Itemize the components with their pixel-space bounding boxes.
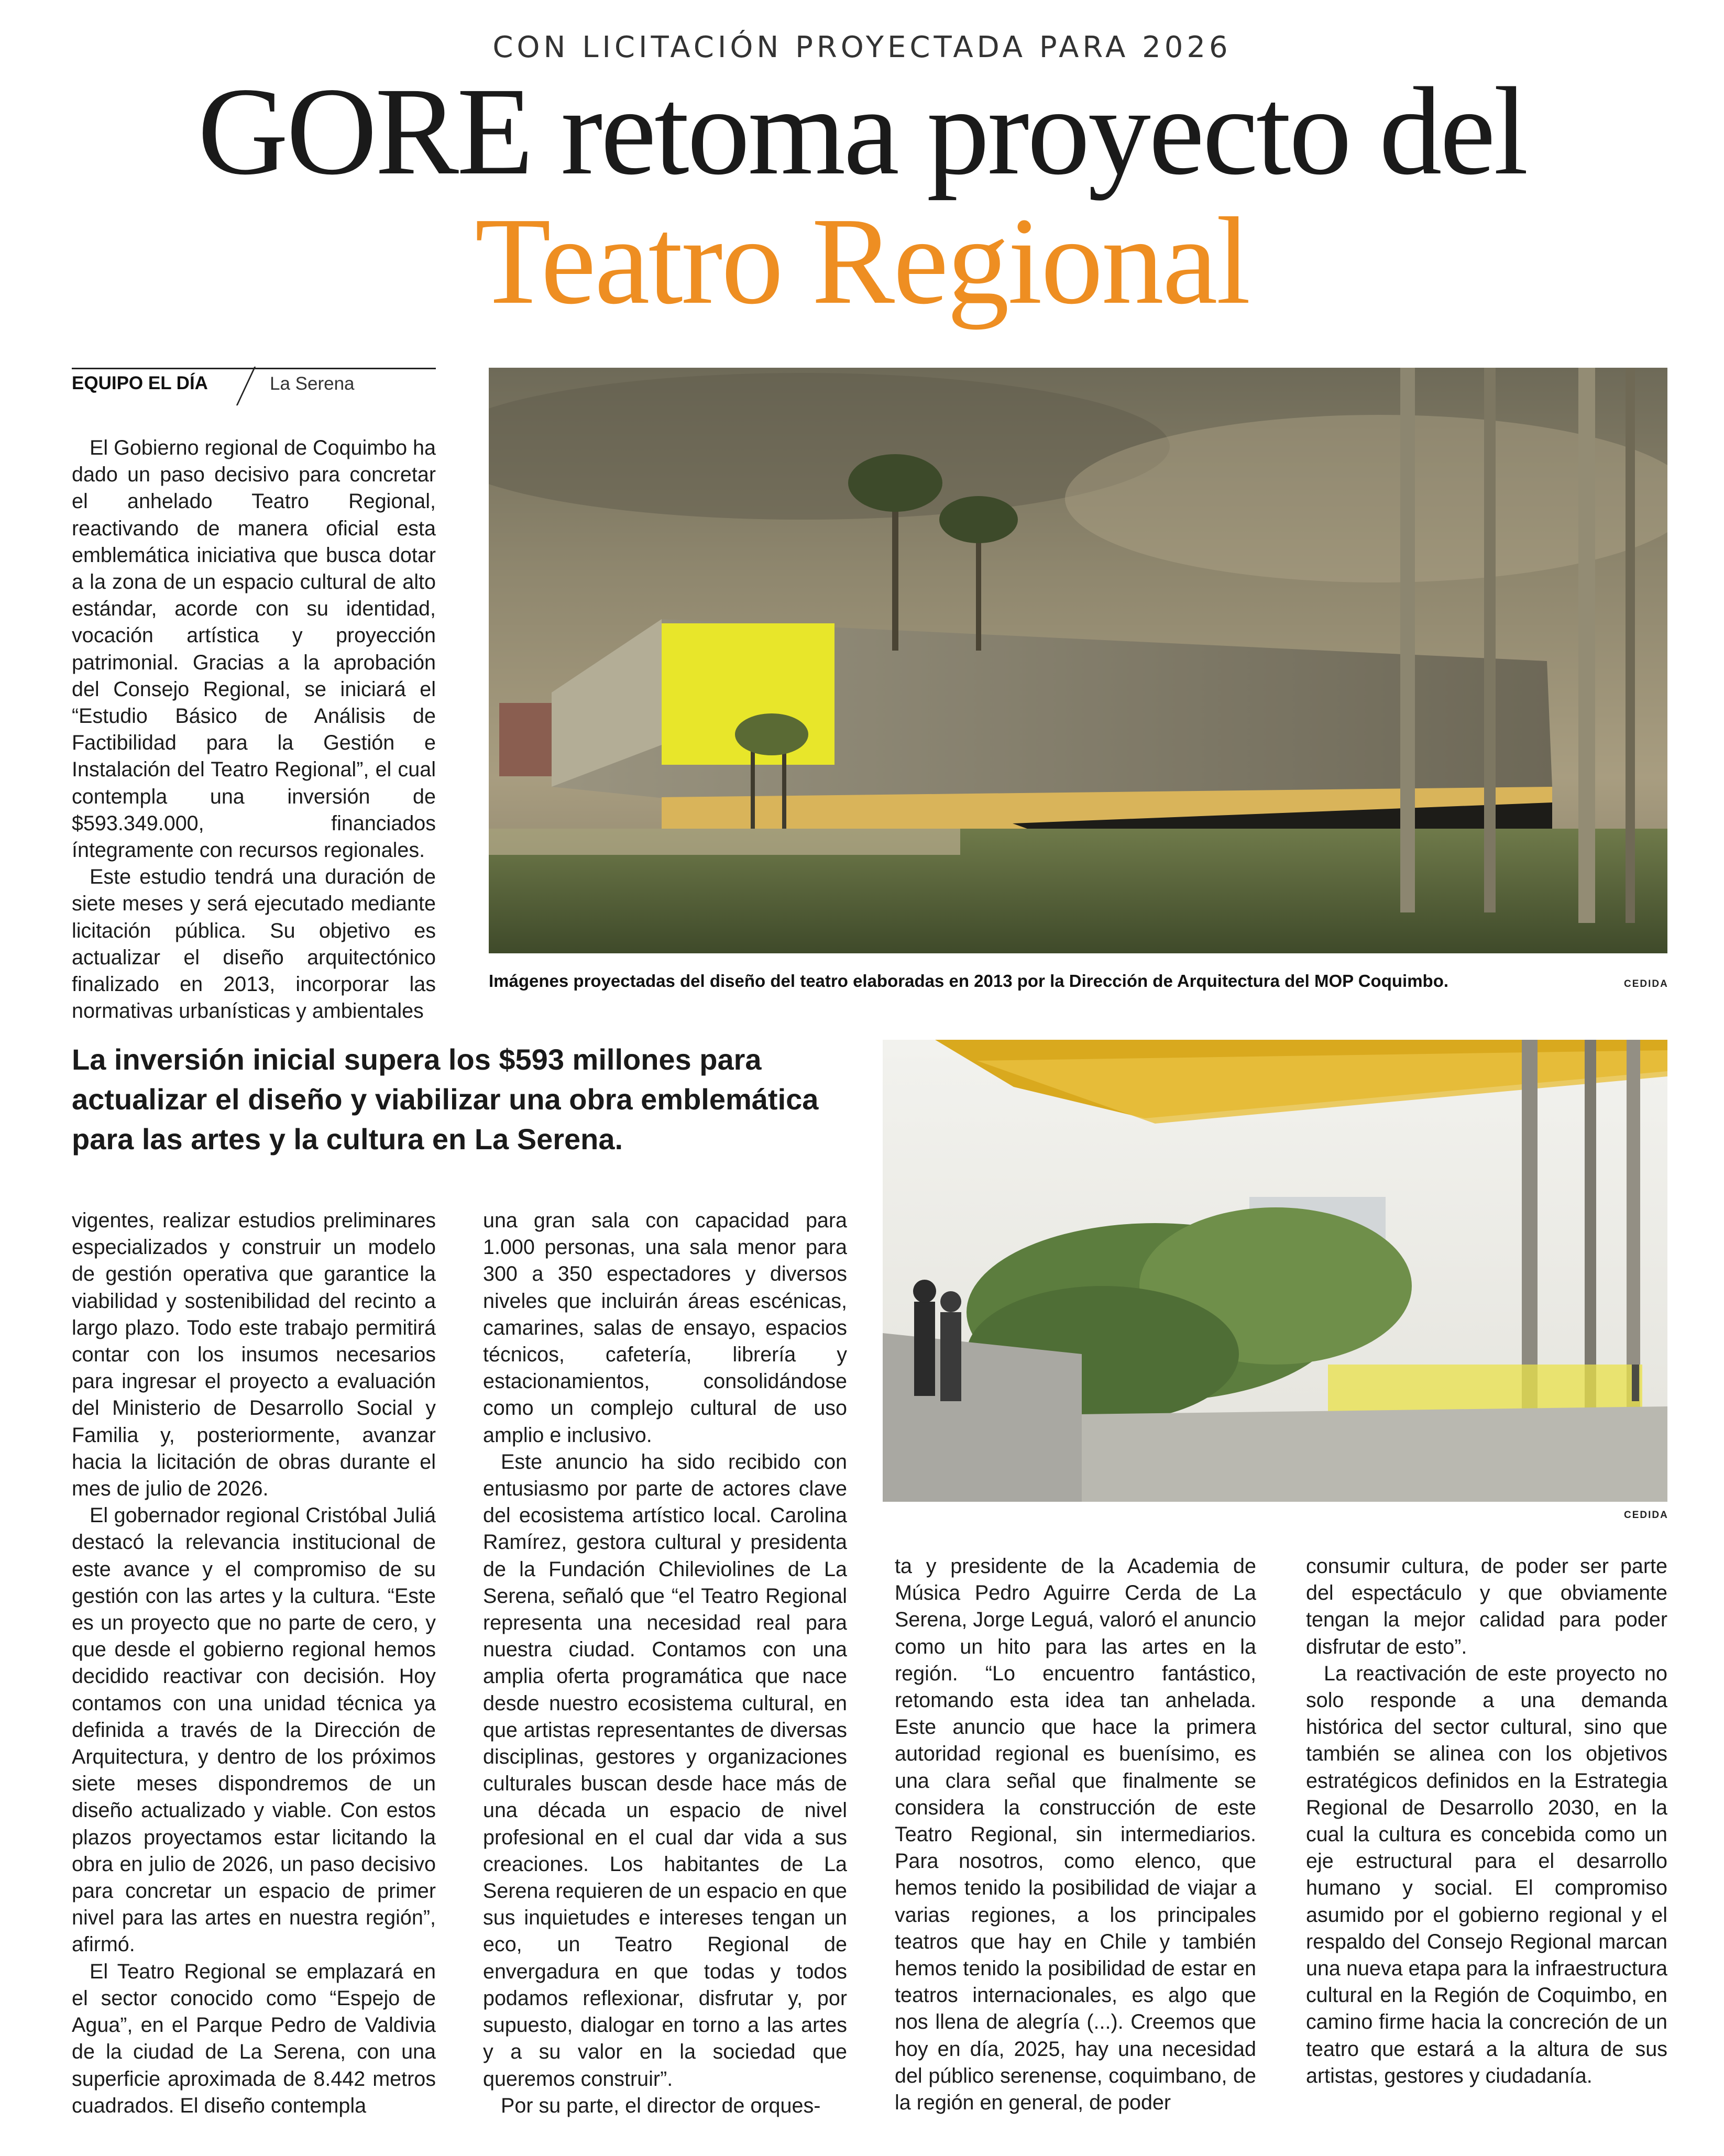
column-2: [483, 1207, 847, 2119]
byline-place: La Serena: [270, 373, 355, 394]
column-3: [895, 1553, 1256, 2116]
byline-author: EQUIPO EL DÍA: [72, 373, 208, 393]
column-4-paragraph-1: consumir cultura, de poder ser parte del espectáculo y que obviamente tengan la mejor calidad para poder disfrutar de esto”.: [1306, 1555, 1667, 1658]
headline-line1: GORE retoma proyecto del: [197, 61, 1527, 201]
column-2-paragraph-3: Por su parte, el director de orques-: [501, 2094, 821, 2117]
photo2-credit: CEDIDA: [1624, 1510, 1668, 1521]
column-1-paragraph-2: El gobernador regional Cristóbal Juliá destacó la relevancia institucional de este avance y el compromiso de su gestión con las artes y la cultura. “Este es un proyecto que no parte de cero, y que desde el gobierno regional hemos decidido reactivar con decisión. Hoy contamos con una unidad técnica ya definida a través de la Dirección de Arquitectura, y dentro de los próximos siete meses dispondremos de un diseño actualizado y viable. Con estos plazos proyectamos estar licitando la obra en julio de 2026, un paso decisivo para concretar un espacio de primer nivel para las artes en nuestra región”, afirmó.: [72, 1504, 436, 1956]
column-2-paragraph-2: Este anuncio ha sido recibido con entusiasmo por parte de actores clave del ecosistema artístico local. Carolina Ramírez, gestora cultural y presidenta de la Fundación Chileviolines de La Serena, señaló que “el Teatro Regional representa una necesidad real para nuestra ciudad. Contamos con una amplia oferta programática que nace desde nuestro ecosistema cultural, en que artistas representantes de diversas disciplinas, gestores y organizaciones culturales buscan desde hace más de una década un espacio de nivel profesional en el cual dar vida a sus creaciones. Los habitantes de La Serena requieren de un espacio en que sus inquietudes e intereses tengan un eco, un Teatro Regional de envergadura en que todas y todos podamos reflexionar, disfrutar y, por supuesto, dialogar en torno a las artes y a su valor en la sociedad que queremos construir”.: [483, 1450, 847, 2091]
column-1-paragraph-3: El Teatro Regional se emplazará en el sector conocido como “Espejo de Agua”, en el Parque Pedro de Valdivia de la ciudad de La Serena, con una superficie aproximada de 8.442 metros cuadrados. El diseño contempla: [72, 1960, 436, 2117]
intro-paragraph-1: El Gobierno regional de Coquimbo ha dado un paso decisivo para concretar el anhelado Teatro Regional, reactivando de manera oficial esta emblemática iniciativa que busca dotar a la zona de un espacio cultural de alto estándar, acorde con su identidad, vocación artística y proyección patrimonial. Gracias a la aprobación del Consejo Regional, se iniciará el “Estudio Básico de Análisis de Factibilidad para la Gestión e Instalación del Teatro Regional”, el cual contempla una inversión de $593.349.000, financiados íntegramente con recursos regionales.: [72, 436, 436, 862]
kicker: CON LICITACIÓN PROYECTADA PARA 2026: [492, 30, 1232, 64]
column-3-paragraph-1: ta y presidente de la Academia de Música Pedro Aguirre Cerda de La Serena, Jorge Leguá, valoró el anuncio como un hito para las artes en la región. “Lo encuentro fantástico, retomando esta idea tan anhelada. Este anuncio que hace la primera autoridad regional es buenísimo, es una clara señal que finalmente se considera la construcción de este Teatro Regional, sin intermediarios. Para nosotros, como elenco, que hemos tenido la posibilidad de viajar a varias regiones, a los principales teatros que hay en Chile y también hemos tenido la posibilidad de estar en teatros internacionales, es algo que nos llena de alegría (...). Creemos que hoy en día, 2025, hay una necesidad del público serenense, coquimbano, de la región en general, de poder: [895, 1555, 1256, 2115]
photo-theatre-exterior: [489, 368, 1667, 953]
column-1-paragraph-1: vigentes, realizar estudios preliminares especializados y construir un modelo de gestión operativa que garantice la viabilidad y sostenibilidad del recinto a largo plazo. Todo este trabajo permitirá contar con los insumos necesarios para ingresar el proyecto a evaluación del Ministerio de Desarrollo Social y Familia y, posteriormente, avanzar hacia la licitación de obras durante el mes de julio de 2026.: [72, 1209, 436, 1501]
intro-column: [72, 435, 436, 1025]
byline-divider: [236, 367, 256, 405]
column-1: [72, 1207, 436, 2119]
column-4: [1306, 1553, 1667, 2089]
photo1-credit: CEDIDA: [1624, 978, 1668, 989]
intro-paragraph-2: Este estudio tendrá una duración de siete meses y será ejecutado mediante licitación pública. Su objetivo es actualizar el diseño arquitectónico finalizado en 2013, incorporar las normativas urbanísticas y ambientales: [72, 865, 436, 1023]
photo-theatre-interior: [883, 1040, 1667, 1502]
headline-line2: Teatro Regional: [475, 192, 1249, 330]
photo1-caption: Imágenes proyectadas del diseño del teatro elaboradas en 2013 por la Dirección de Arquitectura del MOP Coquimbo.: [489, 971, 1449, 991]
column-2-paragraph-1: una gran sala con capacidad para 1.000 personas, una sala menor para 300 a 350 espectadores y diversos niveles que incluirán áreas escénicas, camarines, salas de ensayo, espacios técnicos, cafetería, librería y estacionamientos, consolidándose como un complejo cultural de uso amplio e inclusivo.: [483, 1209, 847, 1447]
lead-deck: La inversión inicial supera los $593 millones para actualizar el diseño y viabilizar una obra emblemática para las artes y la cultura en La Serena.: [72, 1043, 819, 1156]
column-4-paragraph-2: La reactivación de este proyecto no solo responde a una demanda histórica del sector cultural, sino que también se alinea con los objetivos estratégicos definidos en la Estrategia Regional de Desarrollo 2030, en la cual la cultura es concebida como un eje estructural para el desarrollo humano y social. El compromiso asumido por el gobierno regional y el respaldo del Consejo Regional marcan una nueva etapa para la infraestructura cultural en la Región de Coquimbo, en camino firme hacia la concreción de un teatro que estará a la altura de sus artistas, gestores y ciudadanía.: [1306, 1662, 1667, 2087]
